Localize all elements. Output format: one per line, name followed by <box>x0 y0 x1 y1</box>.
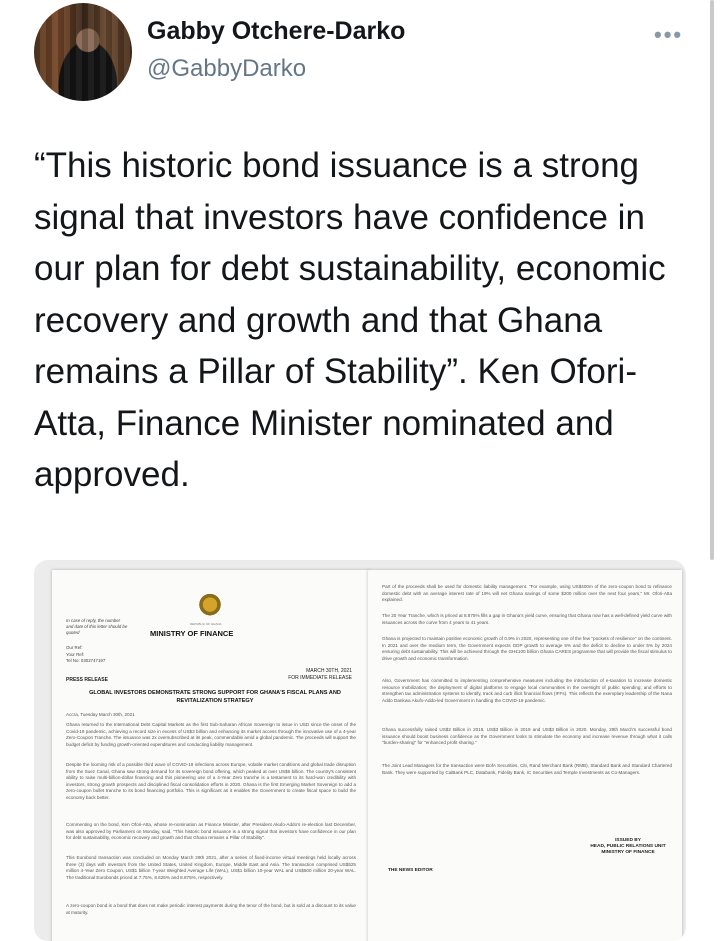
doc-paragraph: A zero-coupon bond is a bond that does not make periodic interest payments during the tenor of the bond, but is sold at a discount to its value at maturity. <box>66 903 356 915</box>
more-horizontal-icon[interactable]: ••• <box>654 22 684 47</box>
user-handle[interactable]: @GabbyDarko <box>147 55 307 82</box>
scrollbar[interactable] <box>710 0 714 560</box>
doc-paragraph: Ghana successfully raised US$2 Billion in 2018, US$3 Billion in 2019 and US$3 Billion in 2020. Monday, 29th March's successful bond issuance should boost business confidence as the Government looks to stimulate the economy and increase revenue through what it calls "burden-sharing" for "enhanced profit sharing." <box>382 727 672 746</box>
doc-paragraph: Commenting on the bond, Ken Ofori-Atta, whose re-nomination as Finance Minister, after President Akufo-Addo's re-election last December, was also approved by Parliament on Monday, said, "This historic bond issuance is a strong signal that investors have confidence in our plan for debt sustainability, economic recovery and growth and that Ghana remains a Pillar of Stability". <box>66 822 356 841</box>
release-date: MARCH 30TH, 2021 <box>306 668 352 674</box>
ministry-title: MINISTRY OF FINANCE <box>150 629 234 638</box>
tweet-text: “This historic bond issuance is a strong signal that investors have confidence in our plan for debt sustainability, economic recovery and growth and that Ghana remains a Pillar of Stability”. Ken Ofori-Atta, Finance Minister nominated and approved. <box>34 146 666 494</box>
document-page-2 <box>368 570 682 941</box>
tweet-header <box>0 0 720 110</box>
doc-paragraph: Part of the proceeds shall be used for domestic liability management. "For example, using US$400m of the zero-coupon bond to refinance domestic debt with an average interest rate of 19% will net Ghana savings of some $200 million over the next four years," Mr. Ofori-Atta explained. <box>382 584 672 603</box>
document-page-1 <box>52 570 370 941</box>
doc-paragraph: The Joint Lead Managers for the transaction were BofA Securities, Citi, Rand Merchant Bank (RMB), Standard Bank and Standard Chartered Bank. They were supported by CalBank PLC, Databank, Fidelity Bank, IC Securities and Temple Investments as Co-Managers. <box>382 763 672 775</box>
press-release-label: PRESS RELEASE <box>66 677 108 683</box>
doc-paragraph: The 20 Year Tranche, which is priced at 8.875% fills a gap in Ghana's yield curve, ensuring that Ghana now has a well-defined yield curve with issuances across the curve from 4 years to 41 years. <box>382 613 672 625</box>
doc-paragraph: Ghana is projected to maintain positive economic growth of 0.9% in 2020, representing one of the few "pockets of resilience" on the continent. In 2021 and over the medium term, the Government expects GDP growth to average 5% and the deficit to decline to under 5% by 2024 ensuring debt sustainability. This will be achieved through the GH¢100 billion Ghana CARES programme that will provide the fiscal stimulus to drive growth and economic transformation. <box>382 636 672 661</box>
display-name[interactable]: Gabby Otchere-Darko <box>147 17 406 45</box>
doc-paragraph: Also, Government has committed to implementing comprehensive measures including the introduction of e-taxation to increase domestic resource mobilization; the deployment of digital platforms to engage local communities in the oversight of public spending; and efforts to strengthen tax administration systems to identify, track and curb illicit financial flows (IFFs). This reflects the exemplary leadership of the Nana Addo Dankwa Akufo-Addo-led Government in handling the COVID-19 pandemic. <box>382 678 672 703</box>
coat-of-arms-icon <box>192 592 228 620</box>
tweet-media[interactable] <box>34 560 686 941</box>
doc-paragraph: Despite the looming risk of a possible third wave of COVID-19 infections across Europe, volatile market conditions and global trade disruption from the Suez Canal, Ghana saw strong demand for its sovereign bond offering, which peaked at over US$6 billion. The country's consistent ability to raise multi-billion-dollar financing and this pioneering use of a 4-Year Zero tranche is a testament to its hard-won credibility with investors, strong growth prospects and disciplined fiscal consolidation efforts in 2020. Ghana is the first Emerging Market Sovereign to add a zero-coupon bullet tranche to its bond financing portfolio. This is significant as it enables the Government to create fiscal space to build the economy back better. <box>66 762 356 800</box>
release-type: FOR IMMEDIATE RELEASE <box>288 674 352 681</box>
signature-line: MINISTRY OF FINANCE <box>601 850 655 856</box>
doc-paragraph: Ghana returned to the International Debt Capital Markets as the first Sub-Saharan African Sovereign to issue in USD since the onset of the Covid-19 pandemic, achieving a record size in excess of US$3 billion and enhancing its market access through the innovative use of a 4-year Zero-Coupon Tranche. The issuance was 2x oversubscribed at its peak, commendable amid a global pandemic. The proceeds will support the budget deficit by funding growth-oriented expenditures and conducting liability management. <box>66 722 356 747</box>
press-headline: GLOBAL INVESTORS DEMONSTRATE STRONG SUPPORT FOR GHANA'S FISCAL PLANS AND REVITALIZATION STRATEGY <box>89 690 341 704</box>
signature-line: HEAD, PUBLIC RELATIONS UNIT <box>590 844 666 850</box>
ref-line: Tel No: 0302747197 <box>66 658 106 663</box>
ref-line: Our Ref: <box>66 645 83 650</box>
signature-line: ISSUED BY <box>615 838 641 843</box>
date-block <box>252 668 352 682</box>
crest-caption: REPUBLIC OF GHANA <box>190 622 222 626</box>
reference-block <box>66 645 136 665</box>
dateline: Accra, Tuesday March 30th, 2021 <box>66 712 135 717</box>
reply-note: In case of reply, the number and date of this letter should be quoted <box>66 618 128 635</box>
recipient: THE NEWS EDITOR <box>388 868 433 873</box>
ref-line: Your Ref: <box>66 651 85 657</box>
avatar[interactable] <box>34 3 132 101</box>
doc-paragraph: This Eurobond transaction was concluded on Monday March 29th 2021, after a series of fixed-income virtual meetings held locally across three (3) days with investors from the United States, United Kingdom, Europe, Middle East and Asia. The transaction comprised US$525 million 4-Year Zero Coupon, US$1 billion 7-year Weighted Average Life (WAL), US$1 billion 10-year WAL and US$500 million 20-year WAL. The traditional Eurobonds priced at 7.75%, 8.625% and 8.875%, respectively. <box>66 855 356 880</box>
signature-block <box>588 838 668 857</box>
